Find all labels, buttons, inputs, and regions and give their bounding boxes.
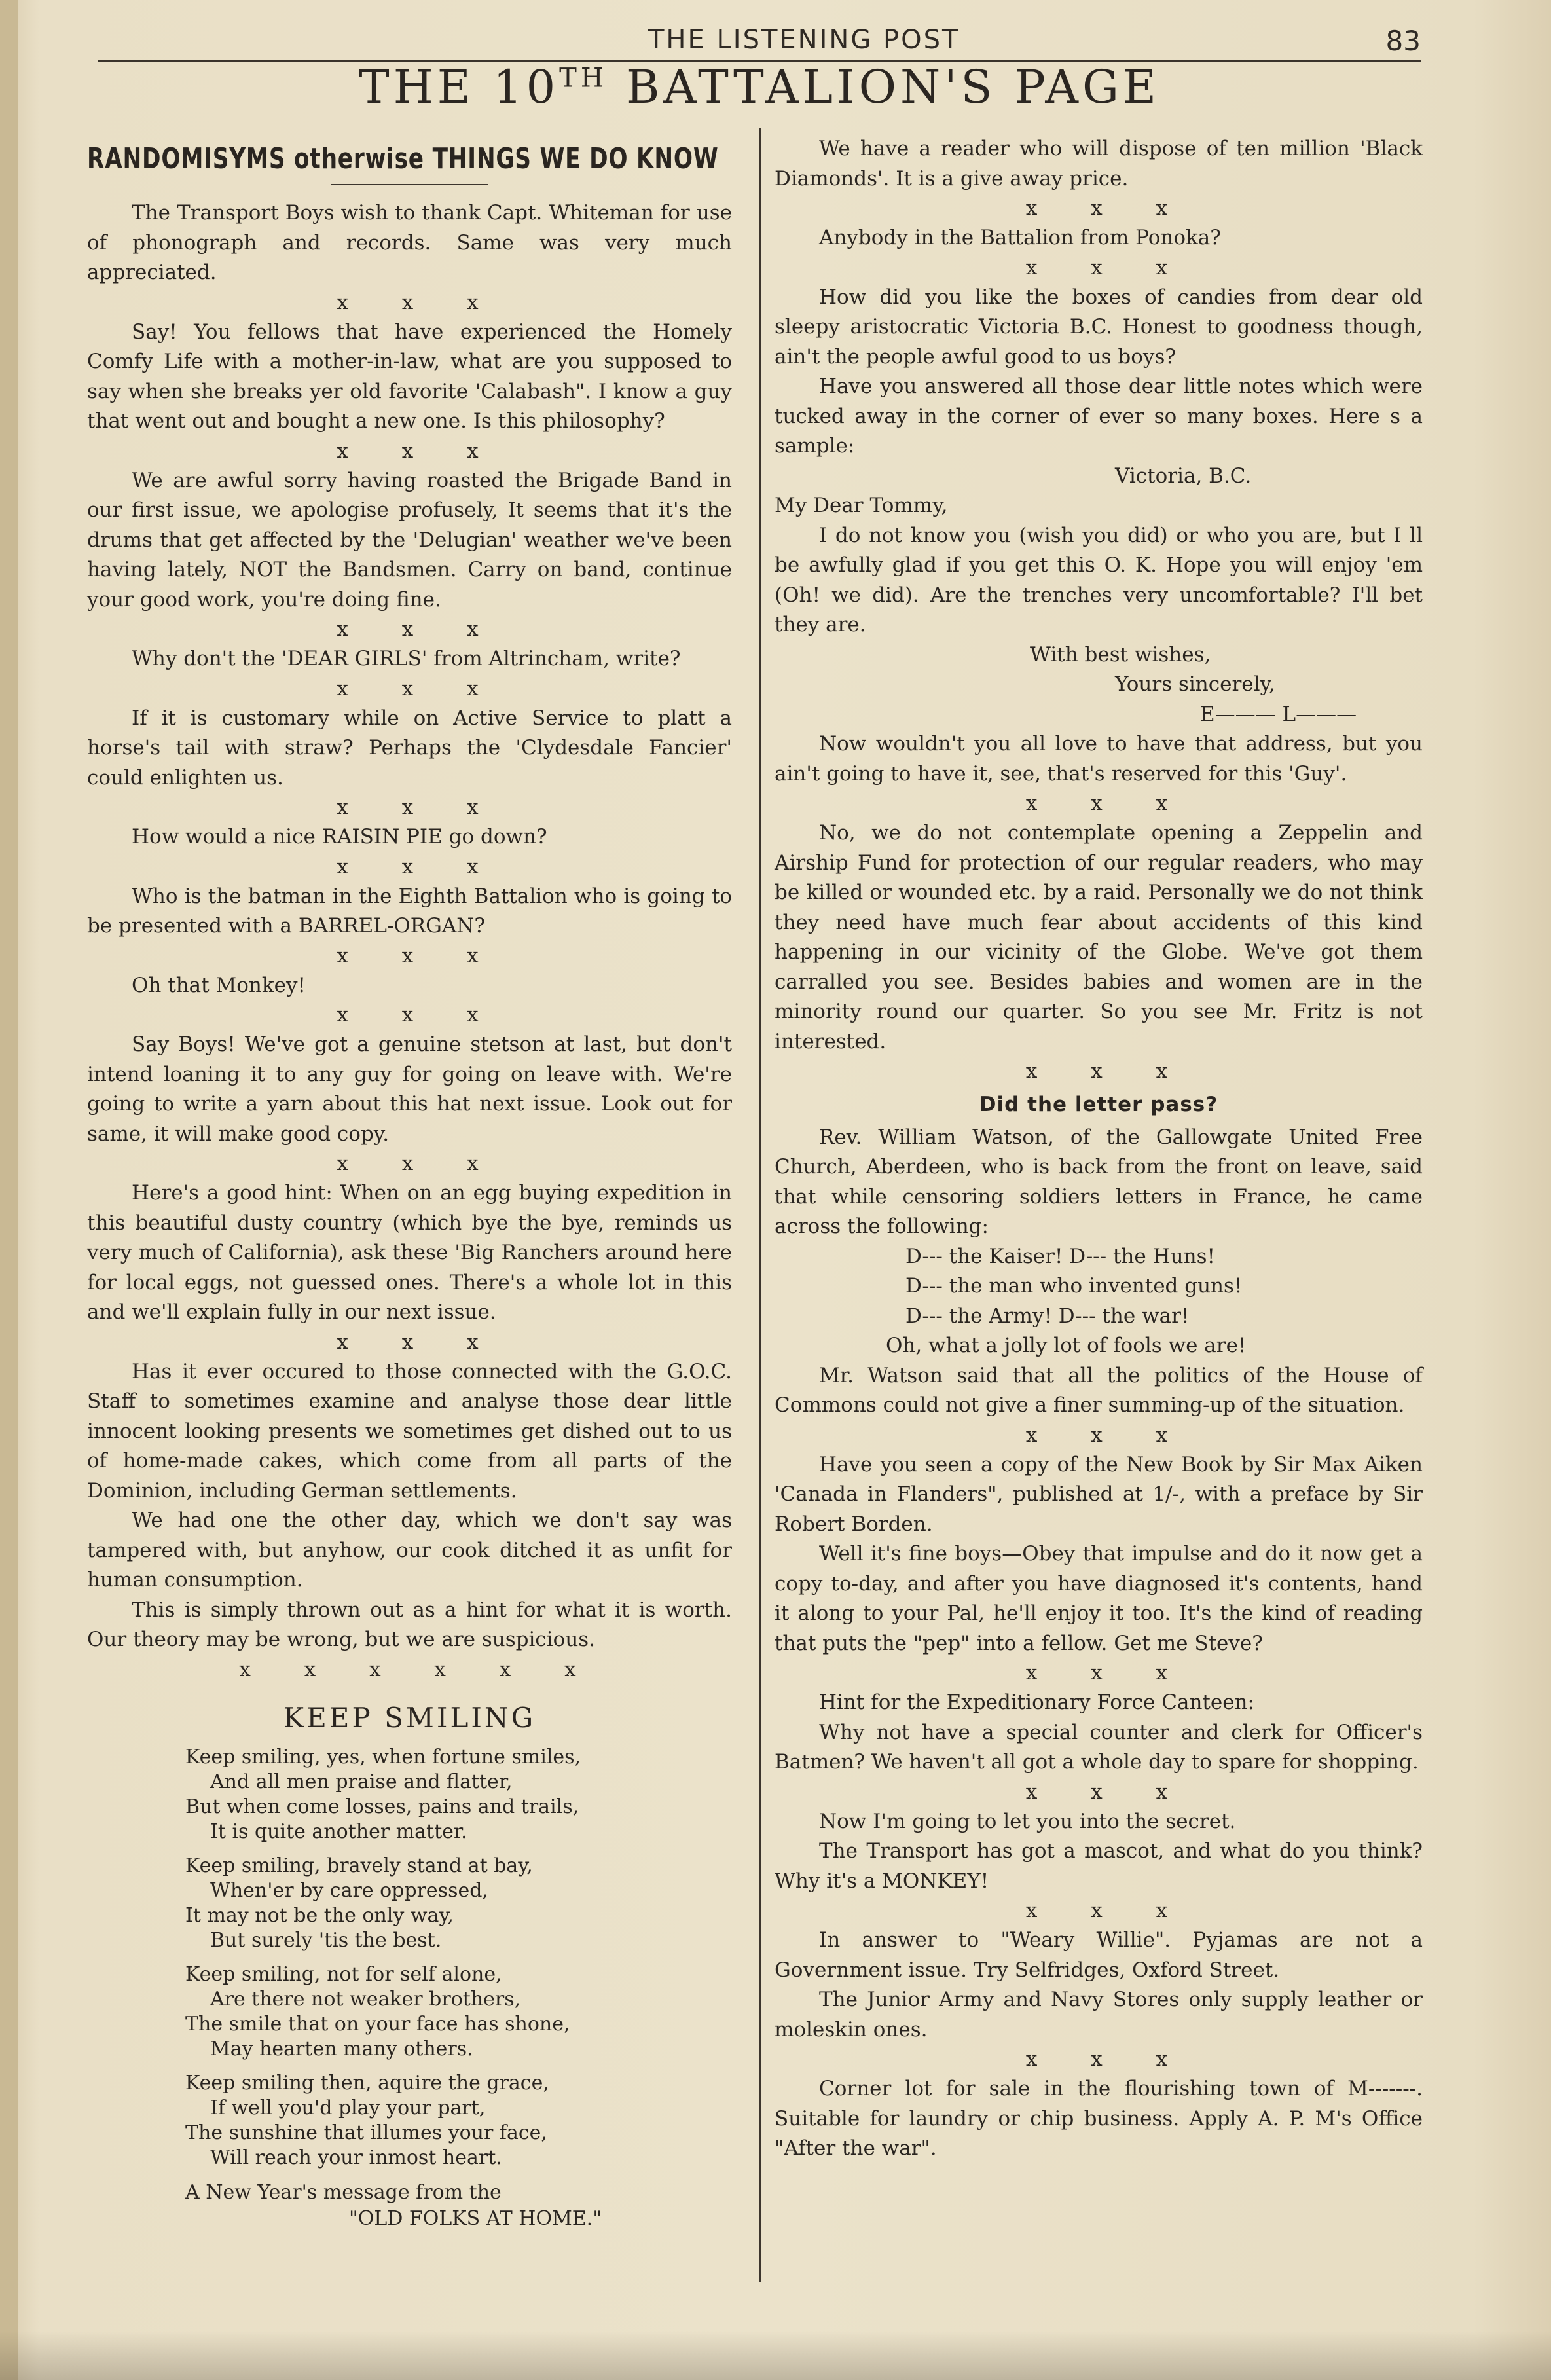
separator: x x x [1025, 1780, 1192, 1804]
separator: x x x [337, 439, 502, 463]
paragraph: The Transport has got a mascot, and what do you think? Why it's a MONKEY! [775, 1839, 1423, 1893]
separator: x x x [1025, 2047, 1192, 2071]
separator: x x x [1025, 792, 1192, 815]
poem-stanza [185, 2071, 732, 2170]
poem-line: Will reach your inmost heart. [210, 2146, 502, 2169]
page-number: 83 [1385, 25, 1421, 57]
poem-stanza [185, 1745, 732, 1844]
poem-title: KEEP SMILING [283, 1701, 536, 1734]
poem-line: It may not be the only way, [185, 1903, 454, 1927]
separator: x x x [337, 1003, 502, 1027]
paragraph: Oh that Monkey! [132, 973, 306, 997]
poem-line: It is quite another matter. [210, 1820, 467, 1843]
separator: x x x [1025, 255, 1192, 280]
running-header [98, 25, 1421, 62]
subheading: Did the letter pass? [979, 1093, 1218, 1116]
paragraph: If it is customary while on Active Service to platt a horse's tail with straw? Perhaps the 'Clydesdale Fancier' could enlighten us. [87, 706, 732, 790]
left-column [87, 134, 732, 2232]
paragraph: Have you answered all those dear little notes which were tucked away in the corner of ever so many boxes. Here s a sample: [775, 375, 1423, 458]
right-column [775, 134, 1423, 2164]
paragraph: Have you seen a copy of the New Book by Sir Max Aiken 'Canada in Flanders", published at 1/-, with a preface by Sir Robert Borden. [775, 1452, 1423, 1536]
poem-line: When'er by care oppressed, [210, 1878, 488, 1902]
separator: x x x [1025, 196, 1192, 220]
letter-closing: With best wishes, [1030, 642, 1211, 667]
letter-body: I do not know you (wish you did) or who you are, but I ll be awfully glad if you get this O. K. Hope you will enjoy 'em (Oh! we did). Are the trenches very uncomfortable? I'll bet they are. [775, 523, 1423, 636]
poem-line: But surely 'tis the best. [210, 1928, 442, 1952]
paragraph: Why don't the 'DEAR GIRLS' from Altrincham, write? [132, 647, 681, 670]
verse-line: D--- the man who invented guns! [905, 1274, 1243, 1298]
verse-line: Oh, what a jolly lot of fools we are! [886, 1334, 1247, 1357]
paragraph: The Junior Army and Navy Stores only supply leather or moleskin ones. [775, 1988, 1423, 2041]
poem-line: If well you'd play your part, [210, 2096, 486, 2119]
paragraph: Well it's fine boys—Obey that impulse and do it now get a copy to-day, and after you have diagnosed it's contents, hand it along to your Pal, he'll enjoy it too. It's the kind of reading that puts the "pep" into a fellow. Get me Steve? [775, 1542, 1423, 1655]
separator: x x x [337, 290, 502, 314]
letter-closing: Yours sincerely, [1115, 672, 1275, 696]
column-divider [759, 128, 761, 2282]
separator: x x x [337, 854, 502, 879]
poem-line: May hearten many others. [210, 2037, 473, 2060]
verse-line: D--- the Kaiser! D--- the Huns! [905, 1244, 1215, 1268]
paragraph: Why not have a special counter and clerk for Officer's Batmen? We haven't all got a whole day to spare for shopping. [775, 1720, 1423, 1774]
title-suffix: BATTALION'S PAGE [607, 60, 1160, 114]
credit-line: A New Year's message from the [185, 2180, 502, 2204]
poem-line: Keep smiling, yes, when fortune smiles, [185, 1745, 581, 1768]
page-title [98, 60, 1421, 114]
heading-rule [331, 184, 488, 185]
separator: x x x [337, 943, 502, 968]
paragraph: Corner lot for sale in the flourishing town of M-------. Suitable for laundry or chip business. Apply A. P. M's Office "After the war". [775, 2077, 1423, 2160]
paragraph: Who is the batman in the Eighth Battalion who is going to be presented with a BARREL-ORGAN? [87, 884, 732, 938]
paragraph: This is simply thrown out as a hint for what it is worth. Our theory may be wrong, but we are suspicious. [87, 1598, 732, 1651]
letter-signature: E——— L——— [1200, 702, 1357, 726]
paragraph: How did you like the boxes of candies from dear old sleepy aristocratic Victoria B.C. Honest to goodness though, ain't the people awful good to us boys? [775, 285, 1423, 369]
title-superscript: TH [559, 63, 608, 94]
paragraph: In answer to "Weary Willie". Pyjamas are not a Government issue. Try Selfridges, Oxford Street. [775, 1928, 1423, 1982]
paragraph: How would a nice RAISIN PIE go down? [132, 825, 547, 849]
separator: x x x [337, 1330, 502, 1354]
paragraph: Hint for the Expeditionary Force Canteen: [819, 1691, 1254, 1714]
title-prefix: THE 10 [359, 60, 560, 114]
page-spine [0, 0, 18, 2380]
separator: x x x [1025, 1059, 1192, 1083]
paragraph: Here's a good hint: When on an egg buying expedition in this beautiful dusty country (which bye the bye, reminds us very much of California), ask these 'Big Ranchers around here for local eggs, not guessed ones. There's a whole lot in this and we'll explain fully in our next issue. [87, 1181, 732, 1324]
poem-line: The sunshine that illumes your face, [185, 2121, 547, 2144]
poem-line: Keep smiling then, aquire the grace, [185, 2071, 549, 2095]
paragraph: Say! You fellows that have experienced the Homely Comfy Life with a mother-in-law, what are you supposed to say when she breaks yer old favorite 'Calabash". I know a guy that went out and bought a new one. Is this philosophy? [87, 320, 732, 433]
paragraph: Now wouldn't you all love to have that address, but you ain't going to have it, see, that's reserved for this 'Guy'. [775, 732, 1423, 786]
poem [87, 1745, 732, 2170]
verse-line: D--- the Army! D--- the war! [905, 1304, 1190, 1328]
section-heading: RANDOMISYMS otherwise THINGS WE DO KNOW [87, 142, 719, 175]
separator: x x x [1025, 1661, 1192, 1685]
paragraph: We are awful sorry having roasted the Brigade Band in our first issue, we apologise profusely, It seems that it's the drums that get affected by the 'Delugian' weather we've been having lately, NOT the Bandsmen. Carry on band, continue your good work, you're doing fine. [87, 468, 732, 612]
poem-line: But when come losses, pains and trails, [185, 1795, 579, 1818]
separator: x x x [337, 617, 502, 641]
paragraph: The Transport Boys wish to thank Capt. Whiteman for use of phonograph and records. Same was very much appreciated. [87, 201, 732, 284]
long-separator: x x x x x x [239, 1657, 600, 1681]
letter-place: Victoria, B.C. [1115, 464, 1252, 488]
paragraph: We have a reader who will dispose of ten million 'Black Diamonds'. It is a give away price. [775, 137, 1423, 191]
paragraph: Has it ever occured to those connected with the G.O.C. Staff to sometimes examine and analyse those dear little innocent looking presents we sometimes get dished out to us of home-made cakes, which come from all parts of the Dominion, including German settlements. [87, 1359, 732, 1503]
paragraph: No, we do not contemplate opening a Zeppelin and Airship Fund for protection of our regular readers, who may be killed or wounded etc. by a raid. Personally we do not think they need have much fear about accidents of this kind happening in our vicinity of the Globe. We've got them carralled you see. Besides babies and women are in the minority round our quarter. So you see Mr. Fritz is not interested. [775, 821, 1423, 1053]
paragraph: We had one the other day, which we don't say was tampered with, but anyhow, our cook ditched it as unfit for human consumption. [87, 1509, 732, 1592]
poem-credit [87, 2180, 732, 2232]
credit-line: "OLD FOLKS AT HOME." [349, 2206, 602, 2230]
poem-line: And all men praise and flatter, [210, 1770, 513, 1793]
running-title: THE LISTENING POST [648, 25, 960, 55]
paragraph: Now I'm going to let you into the secret. [819, 1809, 1236, 1833]
separator: x x x [1025, 1423, 1192, 1447]
poem-stanza [185, 1854, 732, 1953]
paragraph: Say Boys! We've got a genuine stetson at last, but don't intend loaning it to any guy for going on leave with. We're going to write a yarn about this hat next issue. Look out for same, it will make good copy. [87, 1033, 732, 1146]
letter-salutation: My Dear Tommy, [775, 494, 948, 517]
separator: x x x [337, 676, 502, 701]
poem-stanza [185, 1962, 732, 2062]
poem-line: The smile that on your face has shone, [185, 2012, 570, 2036]
poem-line: Keep smiling, bravely stand at bay, [185, 1854, 533, 1877]
paragraph: Mr. Watson said that all the politics of the House of Commons could not give a finer summing-up of the situation. [775, 1363, 1423, 1417]
separator: x x x [337, 1152, 502, 1175]
paragraph: Rev. William Watson, of the Gallowgate United Free Church, Aberdeen, who is back from the front on leave, said that while censoring soldiers letters in France, he came across the following: [775, 1125, 1423, 1238]
poem-line: Are there not weaker brothers, [210, 1987, 521, 2011]
separator: x x x [1025, 1899, 1192, 1922]
paragraph: Anybody in the Battalion from Ponoka? [819, 226, 1221, 249]
page-bottom-shadow [0, 2331, 1551, 2380]
poem-line: Keep smiling, not for self alone, [185, 1962, 502, 1986]
separator: x x x [337, 796, 502, 819]
